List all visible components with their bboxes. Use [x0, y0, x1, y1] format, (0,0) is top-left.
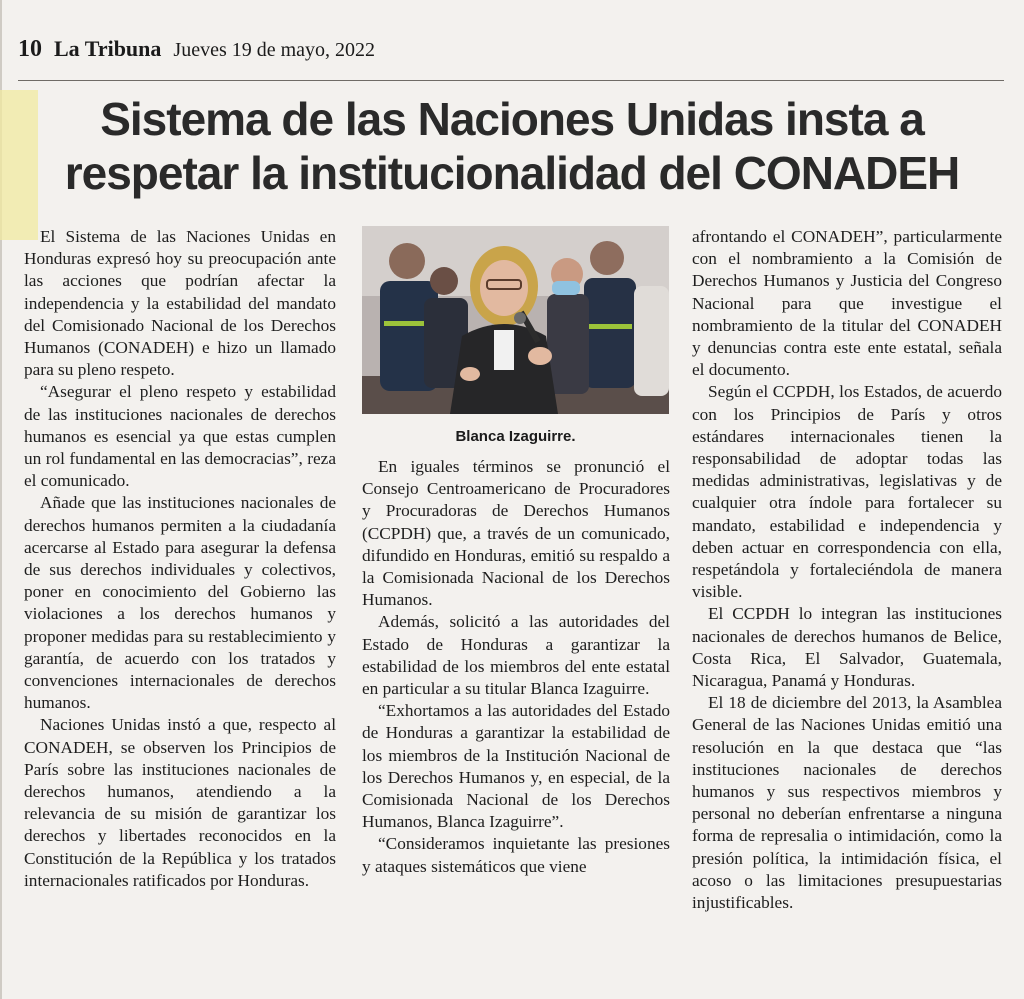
paragraph: Además, solicitó a las autoridades del Estado de Honduras a garantizar la estabilidad de los miembros del ente estatal en particular a su titular Blanca Izaguirre.: [362, 612, 670, 699]
headline-line-2: respetar la institucionalidad del CONADEH: [64, 147, 960, 199]
paragraph: Añade que las instituciones nacionales de derechos humanos permiten a la ciudadanía acercarse al Estado para asegurar la defensa de sus derechos individuales y colectivos, poner en conocimiento del Gobierno las violaciones a los derechos humanos y proponer medidas para su restablecimiento y garantía, de acuerdo con los tratados y convenciones internacionales de derechos humanos.: [24, 493, 336, 713]
paragraph: El CCPDH lo integran las instituciones nacionales de derechos humanos de Belice, Costa Rica, El Salvador, Guatemala, Nicaragua, Panamá y Honduras.: [692, 604, 1002, 691]
photo-illustration: [362, 226, 669, 414]
paragraph: “Exhortamos a las autoridades del Estado de Honduras a garantizar la estabilidad de los miembros de la Institución Nacional de los Derechos Humanos y, en especial, de la Comisionada Nacional de los Derechos Humanos, Blanca Izaguirre”.: [362, 701, 670, 832]
article-column-3: [692, 226, 1002, 914]
paragraph: Naciones Unidas instó a que, respecto al CONADEH, se observen los Principios de París sobre las instituciones nacionales de derechos humanos, atendiendo a la relevancia de su misión de garantizar los derechos y libertades reconocidos en la Constitución de la República y los tratados internacionales ratificados por Honduras.: [24, 715, 336, 890]
article-column-2: [362, 456, 670, 878]
page-number: 10: [18, 36, 42, 62]
paragraph: El 18 de diciembre del 2013, la Asamblea General de las Naciones Unidas emitió una resolución en la que destaca que “las instituciones nacionales de derechos humanos y sus respectivos miembros y personal no deberían enfrentarse a ninguna forma de represalia o intimidación, como la presión política, la intimidación física, el acoso o las limitaciones presupuestarias injustificables.: [692, 693, 1002, 913]
paragraph: El Sistema de las Naciones Unidas en Honduras expresó hoy su preocupación ante las acciones que podrían afectar la independencia y la estabilidad del mandato del Comisionado Nacional de los Derechos Humanos (CONADEH) e hizo un llamado para su pleno respeto.: [24, 227, 336, 380]
issue-date: Jueves 19 de mayo, 2022: [173, 39, 376, 61]
article-photo: [362, 226, 669, 414]
masthead: [18, 36, 1004, 81]
article-column-1: [24, 226, 336, 892]
paragraph: “Consideramos inquietante las presiones y ataques sistemáticos que viene: [362, 834, 670, 876]
paper-name: La Tribuna: [54, 36, 162, 61]
paragraph: “Asegurar el pleno respeto y estabilidad de las instituciones nacionales de derechos humanos es esencial ya que estas cumplen un rol fundamental en las democracias”, reza el comunicado.: [24, 382, 336, 491]
paragraph-continued: afrontando el CONADEH”, particularmente con el nombramiento a la Comisión de Derechos Humanos y Justicia del Congreso Nacional para que investigue el nombramiento de la titular del CONADEH y denuncias contra este ente estatal, señala el documento.: [692, 227, 1002, 380]
headline-line-1: Sistema de las Naciones Unidas insta a: [100, 93, 924, 145]
photo-caption: Blanca Izaguirre.: [455, 428, 576, 445]
paragraph: Según el CCPDH, los Estados, de acuerdo con los Principios de París y otros estándares internacionales tienen la responsabilidad de adoptar todas las medidas administrativas, legislativas y de cualquier otra índole para fortalecer su mandato, estabilidad e independencia y deben actuar en correspondencia con ella, respetándola y fortaleciéndola de manera visible.: [692, 382, 1002, 602]
headline: [22, 92, 1002, 200]
paragraph: En iguales términos se pronunció el Consejo Centroamericano de Procuradores y Procuradoras de Derechos Humanos (CCPDH) que, a través de un comunicado, difundido en Honduras, emitió su respaldo a la Comisionada Nacional de los Derechos Humanos.: [362, 457, 670, 610]
